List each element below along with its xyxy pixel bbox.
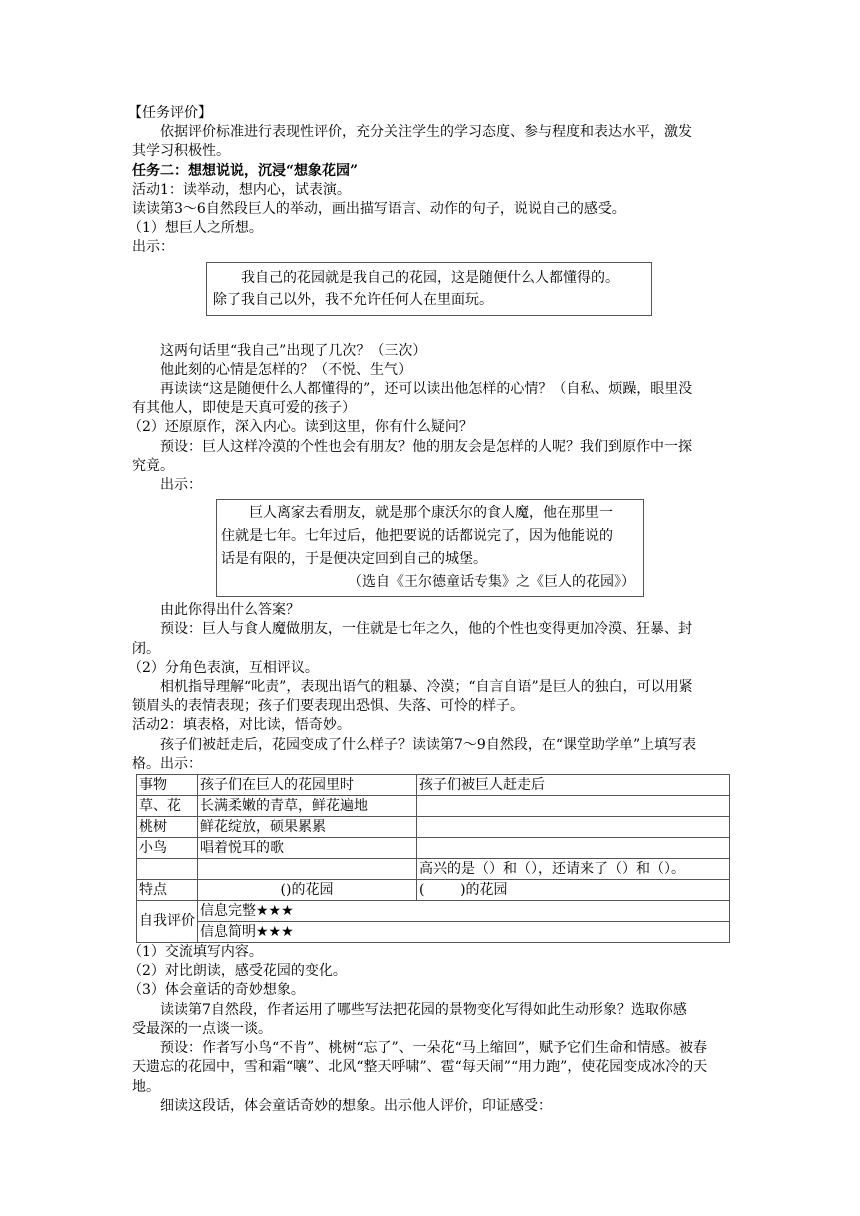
paragraph-line: 预设：巨人这样冷漠的个性也会有朋友？他的朋友会是怎样的人呢？我们到原作中一探 (160, 438, 692, 455)
table-cell: 自我评价 (137, 901, 198, 943)
table-cell: ( )的花园 (417, 880, 730, 901)
subheading: （2）还原原作，深入内心。读到这里，你有什么疑问？ (128, 419, 473, 436)
subheading: （2）对比朗读，感受花园的变化。 (128, 963, 347, 980)
paragraph-line: 闭。 (132, 640, 160, 657)
paragraph-line: 究竟。 (132, 457, 174, 474)
table-cell: 小鸟 (137, 838, 198, 859)
quote-box-original-text (216, 499, 644, 597)
garden-comparison-table (136, 774, 730, 943)
subheading: （2）分角色表演，互相评议。 (128, 659, 319, 676)
table-cell: 信息完整★★★ (198, 901, 730, 922)
table-cell-empty[interactable] (417, 838, 730, 859)
table-cell: 长满柔嫩的青草，鲜花遍地 (198, 796, 417, 817)
table-row (137, 838, 730, 859)
paragraph-line: 其学习积极性。 (132, 143, 230, 160)
paragraph-line: 孩子们被赶走后，花园变成了什么样子？读读第7～9自然段，在“课堂助学单”上填写表 (160, 736, 697, 753)
table-cell: 唱着悦耳的歌 (198, 838, 417, 859)
paragraph-line: 受最深的一点谈一谈。 (132, 1020, 272, 1037)
paragraph-line: 地。 (132, 1078, 160, 1095)
subheading: （3）体会童话的奇妙想象。 (128, 982, 305, 999)
table-row (137, 880, 730, 901)
table-header-cell: 事物 (137, 775, 198, 796)
quote-box-giant-garden (206, 262, 652, 316)
table-header-cell: 孩子们被巨人赶走后 (417, 775, 730, 796)
quote-source: （选自《王尔德童话专集》之《巨人的花园》） (348, 574, 635, 591)
table-header-cell: 孩子们在巨人的花园里时 (198, 775, 417, 796)
table-header-row (137, 775, 730, 796)
show-label: 出示： (160, 477, 202, 494)
table-cell-empty (198, 859, 417, 880)
paragraph-line: 预设：作者写小鸟“不肯”、桃树“忘了”、一朵花“马上缩回”，赋予它们生命和情感。被春 (160, 1040, 707, 1057)
table-cell: 桃树 (137, 817, 198, 838)
subheading: （1）想巨人之所想。 (128, 220, 263, 237)
table-cell: 草、花 (137, 796, 198, 817)
paragraph-line: 读读第7自然段，作者运用了哪些写法把花园的景物变化写得如此生动形象？选取你感 (160, 1001, 687, 1018)
table-cell: 特点 (137, 880, 198, 901)
paragraph-line: 再读读“这是随便什么人都懂得的”，还可以读出他怎样的心情？（自私、烦躁，眼里没 (160, 381, 693, 398)
quote-line: 巨人离家去看朋友，就是那个康沃尔的食人魔，他在那里一 (249, 505, 613, 522)
quote-line: 住就是七年。七年过后，他把要说的话都说完了，因为他能说的 (221, 528, 613, 545)
table-row (137, 796, 730, 817)
show-label: 出示： (132, 239, 174, 256)
paragraph-line: 有其他人，即使是天真可爱的孩子） (132, 400, 356, 417)
quote-line: 除了我自己以外，我不允许任何人在里面玩。 (213, 291, 493, 308)
paragraph-line: 锁眉头的表情表现；孩子们要表现出恐惧、失落、可怜的样子。 (132, 698, 524, 715)
quote-line: 我自己的花园就是我自己的花园，这是随便什么人都懂得的。 (241, 269, 619, 286)
paragraph-line: 依据评价标准进行表现性评价，充分关注学生的学习态度、参与程度和表达水平，激发 (160, 124, 692, 141)
table-row (137, 901, 730, 922)
paragraph-line: 预设：巨人与食人魔做朋友，一住就是七年之久，他的个性也变得更加冷漠、狂暴、封 (160, 621, 692, 638)
table-cell: 高兴的是（）和（），还请来了（）和（）。 (417, 859, 730, 880)
table-cell-empty[interactable] (417, 796, 730, 817)
paragraph-line: 格。出示： (132, 755, 202, 772)
activity-one-heading: 活动1：读举动，想内心，试表演。 (132, 181, 351, 198)
task-two-heading: 任务二：想想说说，沉浸“想象花园” (132, 162, 359, 179)
section-heading-task-evaluation: 【任务评价】 (128, 105, 212, 121)
table-cell: ()的花园 (198, 880, 417, 901)
table-cell-empty[interactable] (417, 817, 730, 838)
table-row (137, 859, 730, 880)
paragraph-line: 读读第3～6自然段巨人的举动，画出描写语言、动作的句子，说说自己的感受。 (132, 201, 626, 218)
table-cell-empty (137, 859, 198, 880)
table-row (137, 922, 730, 943)
paragraph-line: 由此你得出什么答案？ (160, 602, 300, 619)
activity-two-heading: 活动2：填表格，对比读，悟奇妙。 (132, 717, 351, 734)
paragraph-line: 他此刻的心情是怎样的？（不悦、生气） (160, 361, 412, 378)
quote-line: 话是有限的，于是便决定回到自己的城堡。 (221, 551, 487, 568)
table-row (137, 817, 730, 838)
paragraph-line: 相机指导理解“叱责”，表现出语气的粗暴、冷漠；“自言自语”是巨人的独白，可以用紧 (160, 679, 693, 696)
table-cell: 信息简明★★★ (198, 922, 730, 943)
paragraph-line: 细读这段话，体会童话奇妙的想象。出示他人评价，印证感受： (160, 1097, 552, 1114)
table-cell: 鲜花绽放，硕果累累 (198, 817, 417, 838)
document-page (128, 104, 732, 1116)
paragraph-line: 这两句话里“我自己”出现了几次？（三次） (160, 342, 427, 359)
subheading: （1）交流填写内容。 (128, 944, 263, 961)
paragraph-line: 天遗忘的花园中，雪和霜“嚷”、北风“整天呼啸”、雹“每天闹”“用力跑”，使花园变成冰冷的天 (132, 1059, 708, 1076)
